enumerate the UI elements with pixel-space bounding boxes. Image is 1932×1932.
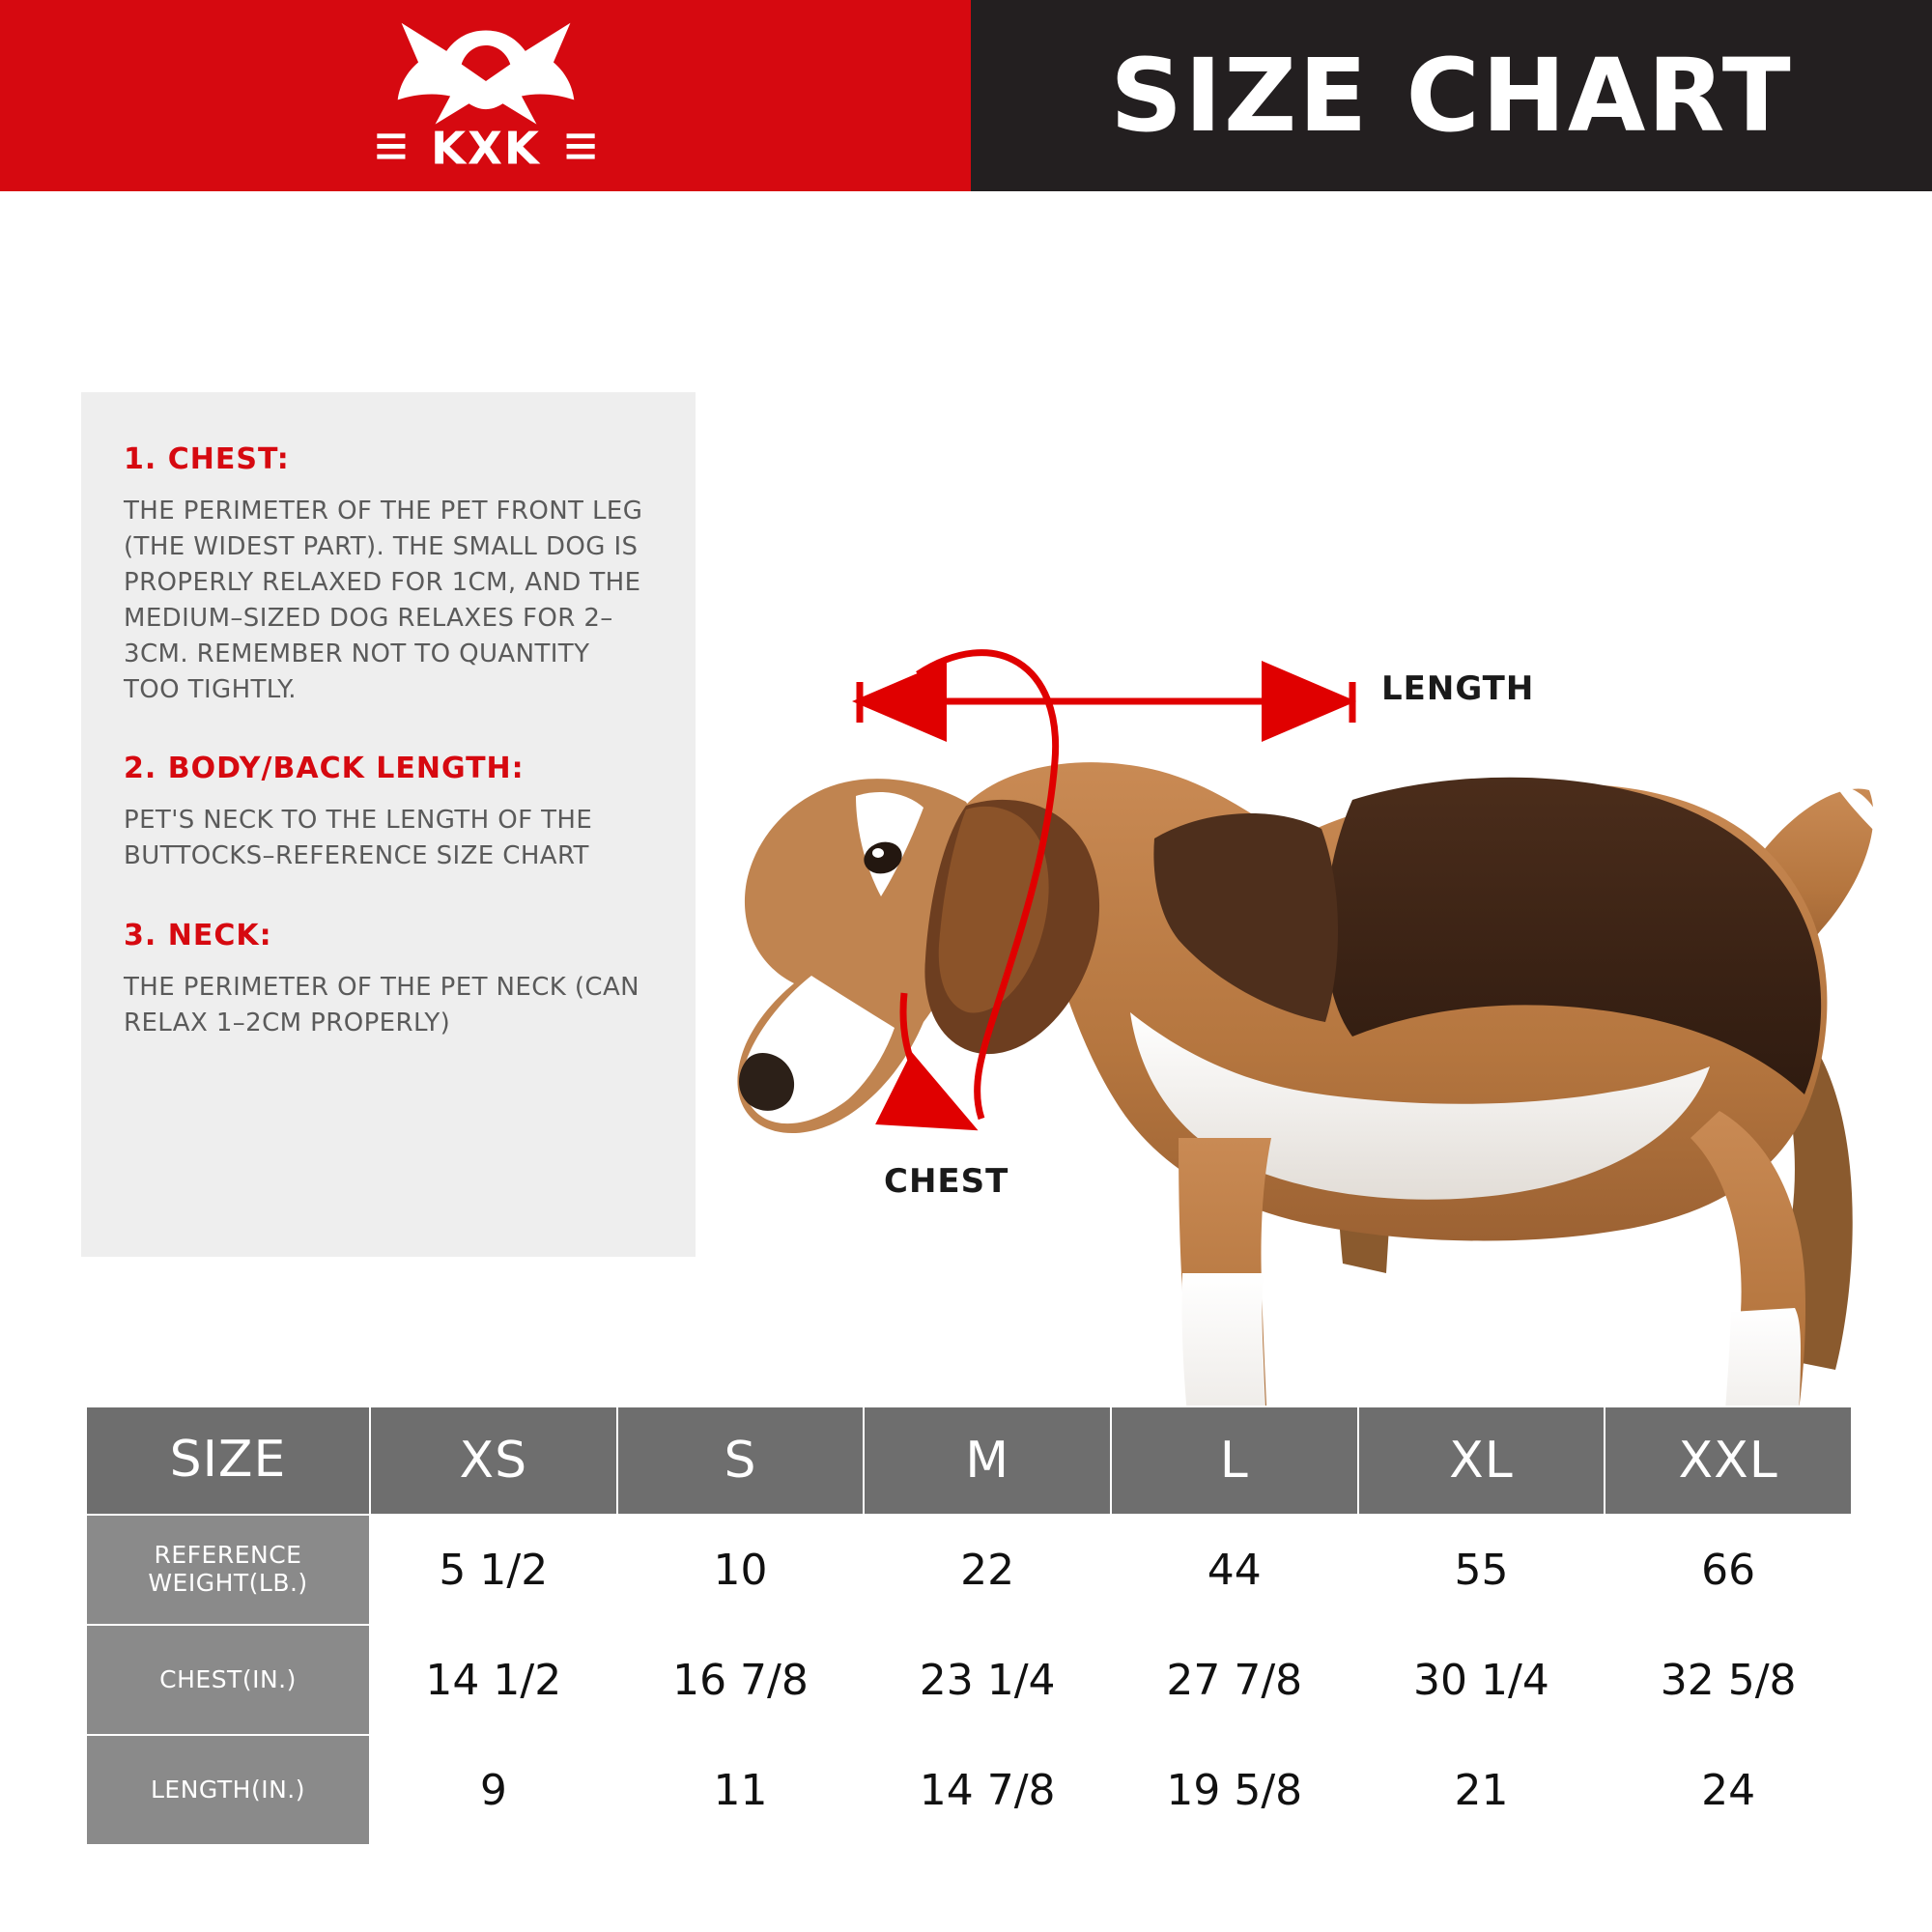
svg-text:KXK: KXK (430, 122, 541, 175)
row-label-reference-weight (86, 1515, 370, 1625)
cell-length-xs: 9 (370, 1735, 617, 1845)
cell-length-m: 14 7/8 (864, 1735, 1111, 1845)
row-label-line1: REFERENCE (154, 1541, 302, 1570)
cell-chest-xxl: 32 5/8 (1605, 1625, 1852, 1735)
chest-label: CHEST (884, 1162, 1009, 1201)
page-header (0, 0, 1932, 191)
instruction-heading-body-length: 2. BODY/BACK LENGTH: (124, 752, 525, 786)
table-header-xxl: XXL (1605, 1406, 1852, 1515)
dog-diagram (676, 597, 1893, 1544)
title-panel (971, 0, 1932, 191)
table-row (86, 1515, 1852, 1625)
row-label-line2: WEIGHT(LB.) (148, 1569, 308, 1597)
chest-loop-upper (918, 653, 1056, 1119)
cell-length-s: 11 (617, 1735, 865, 1845)
cell-chest-xs: 14 1/2 (370, 1625, 617, 1735)
cell-weight-xs: 5 1/2 (370, 1515, 617, 1625)
content-area (0, 191, 1932, 1399)
cell-weight-l: 44 (1111, 1515, 1358, 1625)
row-label-length: LENGTH(IN.) (86, 1735, 370, 1845)
length-label: LENGTH (1381, 669, 1535, 708)
cell-chest-xl: 30 1/4 (1358, 1625, 1605, 1735)
row-label-chest: CHEST(IN.) (86, 1625, 370, 1735)
table-header-s: S (617, 1406, 865, 1515)
table-header-m: M (864, 1406, 1111, 1515)
measurement-overlay (676, 597, 1893, 1544)
table-header-xs: XS (370, 1406, 617, 1515)
table-header-l: L (1111, 1406, 1358, 1515)
instruction-body-body-length: PET'S NECK TO THE LENGTH OF THE BUTTOCKS–REFERENCE SIZE CHART (124, 806, 593, 871)
kxk-logo (341, 14, 631, 178)
chest-loop-lower (903, 993, 966, 1124)
cell-length-l: 19 5/8 (1111, 1735, 1358, 1845)
table-row (86, 1625, 1852, 1735)
table-header-row (86, 1406, 1852, 1515)
instruction-heading-chest: 1. CHEST: (124, 442, 290, 476)
brand-panel (0, 0, 971, 191)
instruction-body-neck: THE PERIMETER OF THE PET NECK (CAN RELAX 1–2CM PROPERLY) (124, 973, 640, 1038)
kxk-logo-mark (341, 14, 631, 178)
table-row (86, 1735, 1852, 1845)
instruction-heading-neck: 3. NECK: (124, 919, 272, 953)
size-table-container (85, 1406, 1853, 1846)
cell-chest-m: 23 1/4 (864, 1625, 1111, 1735)
size-table (85, 1406, 1853, 1846)
cell-weight-xxl: 66 (1605, 1515, 1852, 1625)
cell-weight-s: 10 (617, 1515, 865, 1625)
table-header-size: SIZE (86, 1406, 370, 1515)
cell-weight-xl: 55 (1358, 1515, 1605, 1625)
page-title: SIZE CHART (1110, 37, 1793, 155)
cell-chest-s: 16 7/8 (617, 1625, 865, 1735)
cell-length-xl: 21 (1358, 1735, 1605, 1845)
table-header-xl: XL (1358, 1406, 1605, 1515)
instruction-body-chest: THE PERIMETER OF THE PET FRONT LEG (THE WIDEST PART). THE SMALL DOG IS PROPERLY RELAXED FOR 1CM, AND THE MEDIUM–SIZED DOG RELAXES FOR 2–3CM. REMEMBER NOT TO QUANTITY TOO TIGHTLY. (124, 497, 643, 704)
cell-length-xxl: 24 (1605, 1735, 1852, 1845)
cell-chest-l: 27 7/8 (1111, 1625, 1358, 1735)
measurement-instructions-panel (81, 392, 696, 1257)
cell-weight-m: 22 (864, 1515, 1111, 1625)
